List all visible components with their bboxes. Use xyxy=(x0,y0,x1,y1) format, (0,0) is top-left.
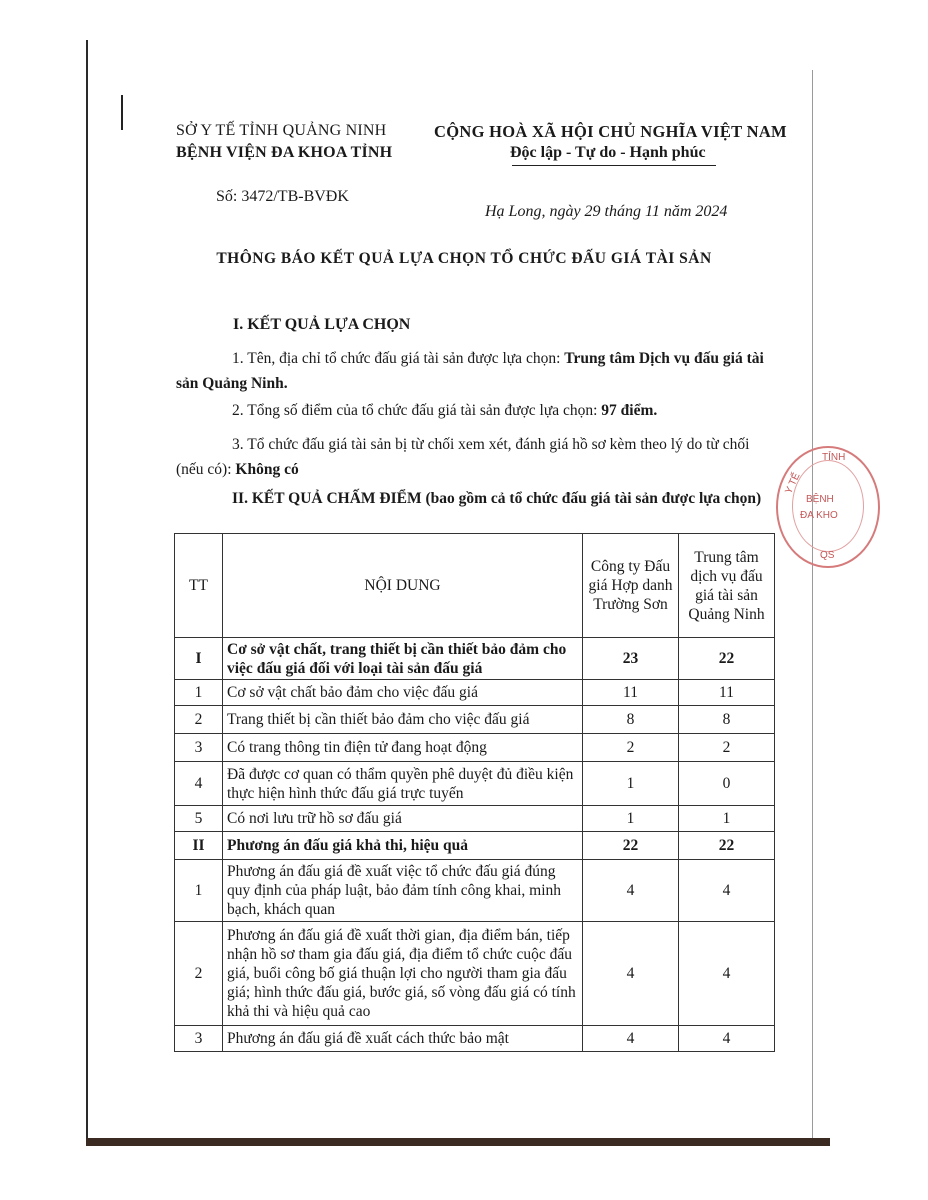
header-col-truong-son: Công ty Đấu giá Hợp danh Trường Sơn xyxy=(583,534,679,638)
row-score-truong-son: 23 xyxy=(583,638,679,680)
row-score-quang-ninh: 4 xyxy=(679,860,775,922)
row-tt: II xyxy=(175,832,223,860)
row-tt: 2 xyxy=(175,922,223,1026)
scan-border-right xyxy=(812,70,813,1140)
table-header-row xyxy=(175,534,775,638)
row-content: Phương án đấu giá đề xuất thời gian, địa điểm bán, tiếp nhận hồ sơ tham gia đấu giá, địa điểm tổ chức cuộc đấu giá, buổi công bố giá thuận lợi cho người tham gia đấu giá; hình thức đấu giá, bước giá, số vòng đấu giá có tính khả thi và hiệu quả cao xyxy=(223,922,583,1026)
row-score-quang-ninh: 22 xyxy=(679,638,775,680)
score-table xyxy=(174,533,775,1052)
nation-line-2: Độc lập - Tự do - Hạnh phúc xyxy=(510,144,706,161)
official-stamp xyxy=(776,446,880,568)
row-tt: 1 xyxy=(175,860,223,922)
row-score-truong-son: 8 xyxy=(583,706,679,734)
row-score-truong-son: 4 xyxy=(583,1026,679,1052)
row-tt: 3 xyxy=(175,734,223,762)
row-content: Đã được cơ quan có thẩm quyền phê duyệt đủ điều kiện thực hiện hình thức đấu giá trực tuyến xyxy=(223,762,583,806)
stamp-text-top: TỈNH xyxy=(822,452,846,463)
place-date: Hạ Long, ngày 29 tháng 11 năm 2024 xyxy=(485,203,728,220)
scan-mark xyxy=(121,95,123,130)
row-score-quang-ninh: 4 xyxy=(679,922,775,1026)
table-row xyxy=(175,680,775,706)
item-3-text: 3. Tổ chức đấu giá tài sản bị từ chối xem xét, đánh giá hồ sơ kèm theo lý do từ chối (nếu có): xyxy=(176,436,750,478)
row-content: Phương án đấu giá đề xuất việc tổ chức đấu giá đúng quy định của pháp luật, bảo đảm tính công khai, minh bạch, khách quan xyxy=(223,860,583,922)
org-line-2: BỆNH VIỆN ĐA KHOA TỈNH xyxy=(176,144,393,161)
row-content: Trang thiết bị cần thiết bảo đảm cho việc đấu giá xyxy=(223,706,583,734)
table-row xyxy=(175,806,775,832)
row-tt: 3 xyxy=(175,1026,223,1052)
row-content: Phương án đấu giá đề xuất cách thức bảo mật xyxy=(223,1026,583,1052)
section-1-heading: I. KẾT QUẢ LỰA CHỌN xyxy=(233,316,411,333)
table-row xyxy=(175,832,775,860)
section-1-item-3 xyxy=(176,432,776,482)
section-1-item-2 xyxy=(176,398,776,423)
table-row xyxy=(175,1026,775,1052)
row-content: Cơ sở vật chất bảo đảm cho việc đấu giá xyxy=(223,680,583,706)
section-1-item-1 xyxy=(176,346,776,396)
header-col-quang-ninh: Trung tâm dịch vụ đấu giá tài sản Quảng Ninh xyxy=(679,534,775,638)
row-score-truong-son: 2 xyxy=(583,734,679,762)
document-title: THÔNG BÁO KẾT QUẢ LỰA CHỌN TỔ CHỨC ĐẤU GIÁ TÀI SẢN xyxy=(216,250,712,267)
item-2-bold: 97 điểm. xyxy=(601,402,658,419)
row-score-quang-ninh: 22 xyxy=(679,832,775,860)
row-tt: 4 xyxy=(175,762,223,806)
stamp-inner-ring xyxy=(792,460,864,552)
row-score-quang-ninh: 11 xyxy=(679,680,775,706)
table-row xyxy=(175,860,775,922)
row-content: Có trang thông tin điện tử đang hoạt động xyxy=(223,734,583,762)
doc-number: Số: 3472/TB-BVĐK xyxy=(216,188,349,205)
row-score-quang-ninh: 0 xyxy=(679,762,775,806)
nation-line-1: CỘNG HOÀ XÃ HỘI CHỦ NGHĨA VIỆT NAM xyxy=(434,122,787,141)
section-2-heading: II. KẾT QUẢ CHẤM ĐIỂM (bao gồm cả tổ chức đấu giá tài sản được lựa chọn) xyxy=(232,490,762,507)
scan-border-bottom xyxy=(86,1138,830,1146)
row-score-quang-ninh: 1 xyxy=(679,806,775,832)
table-body xyxy=(175,638,775,1052)
row-score-quang-ninh: 2 xyxy=(679,734,775,762)
stamp-text-lower: ĐA KHO xyxy=(800,510,838,521)
row-content: Phương án đấu giá khả thi, hiệu quả xyxy=(223,832,583,860)
row-score-truong-son: 4 xyxy=(583,922,679,1026)
row-tt: 5 xyxy=(175,806,223,832)
row-score-truong-son: 1 xyxy=(583,806,679,832)
row-score-truong-son: 11 xyxy=(583,680,679,706)
table-row xyxy=(175,706,775,734)
row-tt: I xyxy=(175,638,223,680)
table-row xyxy=(175,734,775,762)
table-row xyxy=(175,638,775,680)
item-1-text: 1. Tên, địa chỉ tổ chức đấu giá tài sản được lựa chọn: xyxy=(232,350,565,367)
stamp-text-middle: BỆNH xyxy=(806,494,834,505)
row-score-truong-son: 1 xyxy=(583,762,679,806)
header-content: NỘI DUNG xyxy=(223,534,583,638)
stamp-text-bottom: QS xyxy=(820,550,835,561)
row-score-truong-son: 4 xyxy=(583,860,679,922)
row-score-truong-son: 22 xyxy=(583,832,679,860)
org-line-1: SỞ Y TẾ TỈNH QUẢNG NINH xyxy=(176,122,387,139)
row-content: Có nơi lưu trữ hồ sơ đấu giá xyxy=(223,806,583,832)
header-tt: TT xyxy=(175,534,223,638)
item-1-bold: Trung tâm Dịch vụ đấu giá tài sản Quảng Ninh. xyxy=(176,350,764,392)
table-row xyxy=(175,922,775,1026)
item-3-bold: Không có xyxy=(235,461,299,478)
row-score-quang-ninh: 8 xyxy=(679,706,775,734)
motto-underline xyxy=(512,165,716,166)
row-tt: 1 xyxy=(175,680,223,706)
row-score-quang-ninh: 4 xyxy=(679,1026,775,1052)
row-content: Cơ sở vật chất, trang thiết bị cần thiết bảo đảm cho việc đấu giá đối với loại tài sản đấu giá xyxy=(223,638,583,680)
item-2-text: 2. Tổng số điểm của tổ chức đấu giá tài sản được lựa chọn: xyxy=(232,402,602,419)
stamp-text-side: Y TẾ xyxy=(783,471,803,496)
row-tt: 2 xyxy=(175,706,223,734)
table-row xyxy=(175,762,775,806)
scan-border-left xyxy=(86,40,88,1140)
